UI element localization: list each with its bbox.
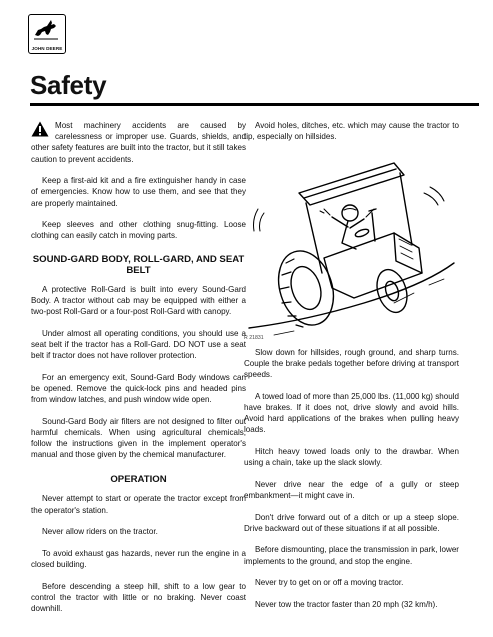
paragraph: A towed load of more than 25,000 lbs. (11,000 kg) should have brakes. If it does not, drive slowly and avoid hills. Avoid hard applications of the brakes when pulling heavy loads. (244, 391, 459, 435)
paragraph: Before dismounting, place the transmission in park, lower implements to the ground, and stop the engine. (244, 545, 459, 566)
paragraph: Don't drive forward out of a ditch or up a steep slope. Drive backward out of these situations if at all possible. (244, 512, 459, 533)
paragraph: Never tow the tractor faster than 20 mph (32 km/h). (255, 599, 438, 609)
deer-icon (32, 17, 60, 43)
paragraph: To avoid exhaust gas hazards, never run the engine in a closed building. (31, 548, 246, 570)
tractor-figure (244, 153, 459, 347)
tipping-tractor-illustration (244, 153, 459, 341)
paragraph: For an emergency exit, Sound-Gard Body windows can be opened. Remove the quick-lock pins and headed pins from window latches, and push window wide open. (31, 372, 246, 405)
figure-code: R 21831 (244, 334, 264, 341)
page-title: Safety (30, 70, 107, 100)
paragraph: Never drive near the edge of a gully or steep embankment—it might cave in. (244, 479, 459, 500)
section-heading: OPERATION (110, 474, 167, 486)
section-heading: SOUND-GARD BODY, ROLL-GARD, AND SEAT BELT (32, 253, 245, 276)
left-column (31, 120, 246, 625)
warning-icon (31, 121, 49, 137)
john-deere-logo (28, 14, 66, 54)
title-divider (30, 103, 479, 106)
paragraph: Most machinery accidents are caused by carelessness or improper use. Guards, shields, and other safety features are built into the tractor, but it still takes caution to prevent accidents. (31, 121, 246, 164)
paragraph: Sound-Gard Body air filters are not designed to filter out harmful chemicals. When using agricultural chemicals, follow the instructions given in the implement operator's manual and those given by the chemical manufacturer. (31, 416, 246, 460)
paragraph: Before descending a steep hill, shift to a low gear to control the tractor with little or no braking. Never coast downhill. (31, 581, 246, 614)
paragraph: Under almost all operating conditions, you should use a seat belt if the tractor has a Roll-Gard. DO NOT use a seat belt if tractor does not have rollover protection. (31, 328, 246, 361)
paragraph: Keep a first-aid kit and a fire extinguisher handy in case of emergencies. Know how to use them, and see that they are properly maintained. (31, 176, 246, 208)
paragraph: Hitch heavy towed loads only to the drawbar. When using a chain, take up the slack slowly. (244, 447, 459, 468)
paragraph: Avoid holes, ditches, etc. which may cause the tractor to tip, especially on hillsides. (244, 121, 459, 142)
paragraph: A protective Roll-Gard is built into every Sound-Gard Body. A tractor without cab may be equipped with either a two-post Roll-Gard or a four-post Roll-Gard with canopy. (31, 284, 246, 317)
paragraph: Never try to get on or off a moving tractor. (255, 578, 404, 588)
brand-name: JOHN DEERE (31, 46, 63, 51)
right-column (244, 120, 459, 620)
paragraph: Never attempt to start or operate the tractor except from the operator's station. (31, 494, 246, 515)
paragraph: Never allow riders on the tractor. (42, 527, 158, 537)
paragraph: Keep sleeves and other clothing snug-fitting. Loose clothing can easily catch in moving parts. (31, 220, 246, 241)
paragraph: Slow down for hillsides, rough ground, and sharp turns. Couple the brake pedals together before driving at transport speeds. (244, 347, 459, 380)
